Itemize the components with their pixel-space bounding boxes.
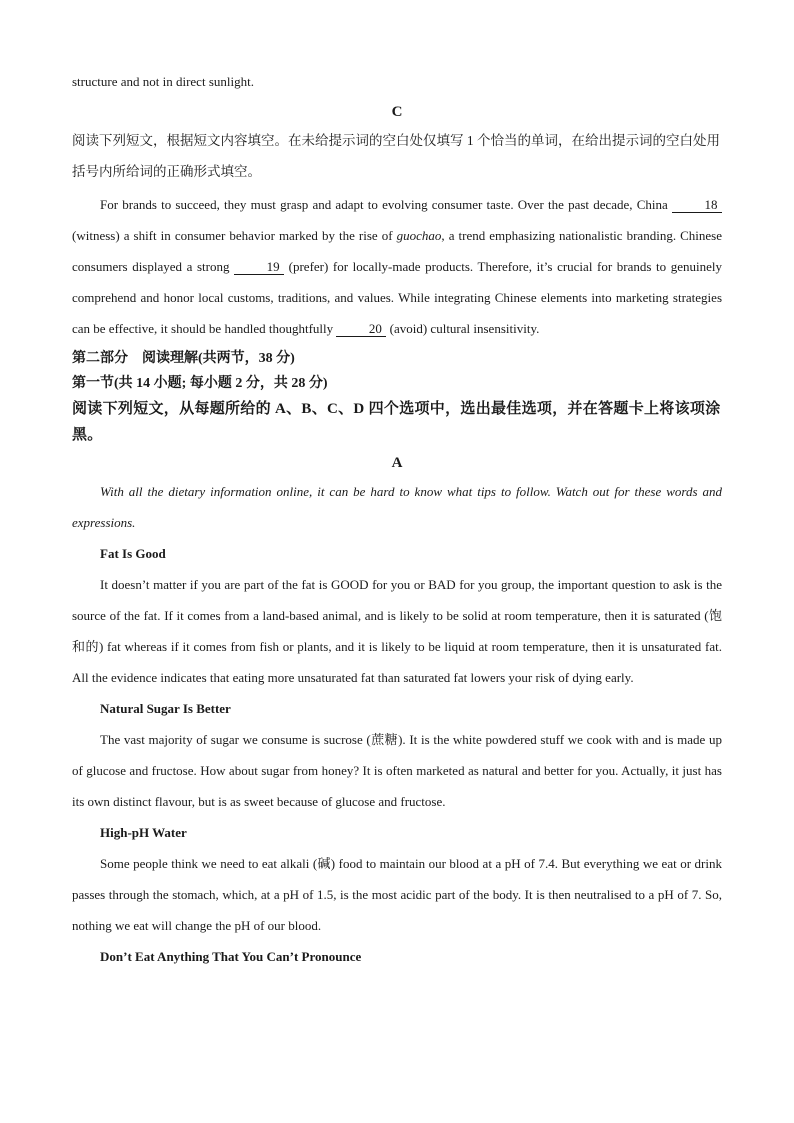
blank-19[interactable]: 19: [234, 259, 284, 275]
guochao-term: guochao: [396, 228, 442, 243]
document-page: [72, 66, 722, 972]
passage-text: (witness) a shift in consumer behavior marked by the rise of: [72, 228, 397, 243]
part2-section1: 第一节(共 14 小题; 每小题 2 分，共 28 分): [72, 376, 328, 391]
section-c-instruction: 阅读下列短文，根据短文内容填空。在未给提示词的空白处仅填写 1 个恰当的单词，在给出提示词的空白处用括号内所给词的正确形式填空。: [72, 133, 720, 179]
section-c-passage: [72, 189, 722, 344]
section-c-letter: C: [391, 104, 403, 120]
subheading-sugar: Natural Sugar Is Better: [100, 701, 231, 716]
subheading-pronounce: Don’t Eat Anything That You Can’t Pronounce: [100, 949, 362, 964]
continued-text: structure and not in direct sunlight.: [72, 74, 254, 89]
subheading-ph-water: High-pH Water: [100, 825, 187, 840]
paragraph-ph-water: Some people think we need to eat alkali (碱) food to maintain our blood at a pH of 7.4. But everything we eat or drink passes through the stomach, which, at a pH of 1.5, is the most acidic part of the body. It is then neutralised to a pH of 7. So, nothing we eat will change the pH of our blood.: [72, 856, 722, 933]
paragraph-fat: It doesn’t matter if you are part of the fat is GOOD for you or BAD for you group, the important question to ask is the source of the fat. If it comes from a land-based animal, and is likely to be solid at room temperature, then it is saturated (饱和的) fat whereas if it comes from fish or plants, and it is likely to be liquid at room temperature, then it is unsaturated fat. All the evidence indicates that eating more unsaturated fat than saturated fat lowers your risk of dying early.: [72, 577, 722, 685]
passage-a-intro: With all the dietary information online, it can be hard to know what tips to follow. Watch out for these words and expressions.: [72, 484, 722, 530]
passage-text: (avoid) cultural insensitivity.: [386, 321, 540, 336]
part2-heading: 第二部分 阅读理解(共两节，38 分): [72, 351, 295, 366]
paragraph-sugar: The vast majority of sugar we consume is sucrose (蔗糖). It is the white powdered stuff we cook with and is made up of glucose and fructose. How about sugar from honey? It is often marketed as natural and better for you. Actually, it just has its own distinct flavour, but is as sweet because of glucose and fructose.: [72, 732, 722, 809]
passage-a-letter: A: [391, 455, 403, 471]
part2-instruction: 阅读下列短文，从每题所给的 A、B、C、D 四个选项中，选出最佳选项，并在答题卡上将该项涂黑。: [72, 401, 721, 443]
blank-20[interactable]: 20: [336, 321, 386, 337]
passage-text: (prefer) for locally-made products. Therefore, it’s crucial for brands to genuinely comprehend and honor local customs, traditions, and values. While integrating Chinese elements into marketing strategies can be effective, it should be handled thoughtfully: [72, 259, 722, 336]
blank-18[interactable]: 18: [672, 197, 722, 213]
subheading-fat: Fat Is Good: [100, 546, 166, 561]
passage-text: , a trend emphasizing nationalistic branding. Chinese consumers displayed a strong: [72, 228, 722, 274]
passage-text: For brands to succeed, they must grasp and adapt to evolving consumer taste. Over the past decade, China: [100, 197, 672, 212]
